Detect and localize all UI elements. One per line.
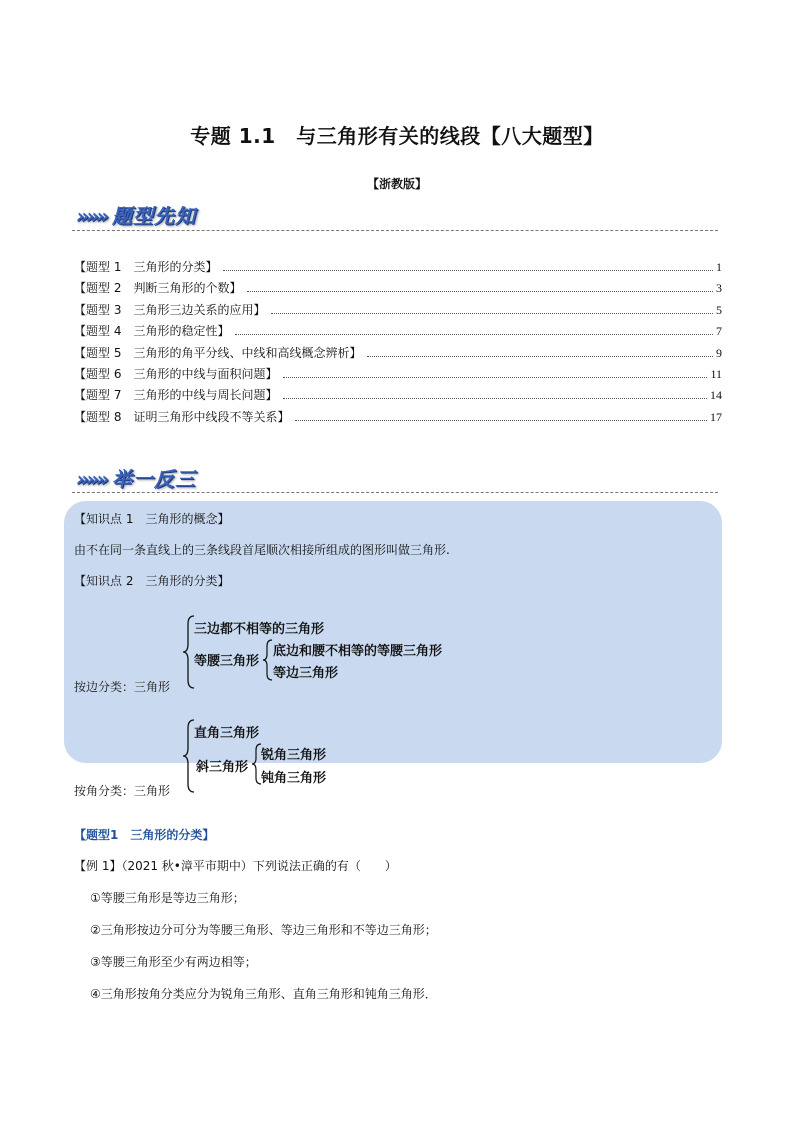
by-side-label: 按边分类：三角形 [74, 680, 171, 694]
option-item: ②三角形按边分可分为等腰三角形、等边三角形和不等边三角形； [90, 923, 437, 937]
leader-dots [247, 290, 713, 292]
leader-dots [271, 312, 713, 314]
toc-item[interactable]: 【题型 4 三角形的稳定性】 7 [74, 324, 722, 339]
section-heading: 【题型1 三角形的分类】 [74, 828, 215, 842]
toc-item[interactable]: 【题型 2 判断三角形的个数】 3 [74, 281, 722, 296]
chevron-icon: »»» [76, 467, 106, 491]
by-side-isosceles: 等腰三角形 [194, 654, 260, 669]
by-angle-label: 按角分类：三角形 [74, 784, 171, 798]
by-angle-right: 直角三角形 [194, 726, 260, 741]
toc-item[interactable]: 【题型 3 三角形三边关系的应用】 5 [74, 302, 722, 317]
by-side-scalene: 三边都不相等的三角形 [194, 622, 325, 637]
example-question: 【例 1】（2021 秋•漳平市期中）下列说法正确的有（ ） [74, 859, 397, 873]
chevron-icon: »»» [76, 204, 106, 228]
by-angle-acute: 锐角三角形 [261, 748, 327, 763]
page-title: 专题 1.1 与三角形有关的线段【八大题型】 [190, 124, 604, 148]
by-side-isosceles-non-equilateral: 底边和腰不相等的等腰三角形 [273, 644, 443, 659]
leader-dots [295, 419, 707, 421]
toc-item[interactable]: 【题型 5 三角形的角平分线、中线和高线概念辨析】 9 [74, 345, 722, 360]
option-item: ①等腰三角形是等边三角形； [90, 891, 245, 905]
divider [72, 492, 718, 493]
by-angle-oblique: 斜三角形 [196, 760, 249, 775]
leader-dots [283, 376, 707, 378]
toc-item[interactable]: 【题型 8 证明三角形中线段不等关系】 17 [74, 409, 722, 424]
leader-dots [235, 333, 713, 335]
table-of-contents [74, 258, 722, 429]
by-angle-obtuse: 钝角三角形 [261, 771, 327, 786]
leader-dots [367, 355, 713, 357]
knowledge-1-text: 由不在同一条直线上的三条线段首尾顺次相接所组成的图形叫做三角形. [74, 543, 450, 557]
toc-item[interactable]: 【题型 6 三角形的中线与面积问题】 11 [74, 366, 722, 381]
divider [72, 230, 718, 231]
toc-item[interactable]: 【题型 7 三角形的中线与周长问题】 14 [74, 388, 722, 403]
by-side-equilateral: 等边三角形 [273, 666, 339, 681]
knowledge-1-title: 【知识点 1 三角形的概念】 [74, 512, 230, 526]
option-item: ④三角形按角分类应分为锐角三角形、直角三角形和钝角三角形． [90, 987, 437, 1001]
banner-practice [76, 463, 196, 493]
toc-item[interactable]: 【题型 1 三角形的分类】 1 [74, 260, 722, 274]
knowledge-2-title: 【知识点 2 三角形的分类】 [74, 574, 230, 588]
leader-dots [283, 397, 707, 399]
option-item: ③等腰三角形至少有两边相等； [90, 955, 257, 969]
banner-practice-text: 举一反三 [112, 467, 196, 491]
banner-overview [76, 200, 196, 230]
edition-label: 【浙教版】 [366, 177, 427, 191]
banner-overview-text: 题型先知 [112, 204, 196, 228]
leader-dots [223, 269, 713, 271]
